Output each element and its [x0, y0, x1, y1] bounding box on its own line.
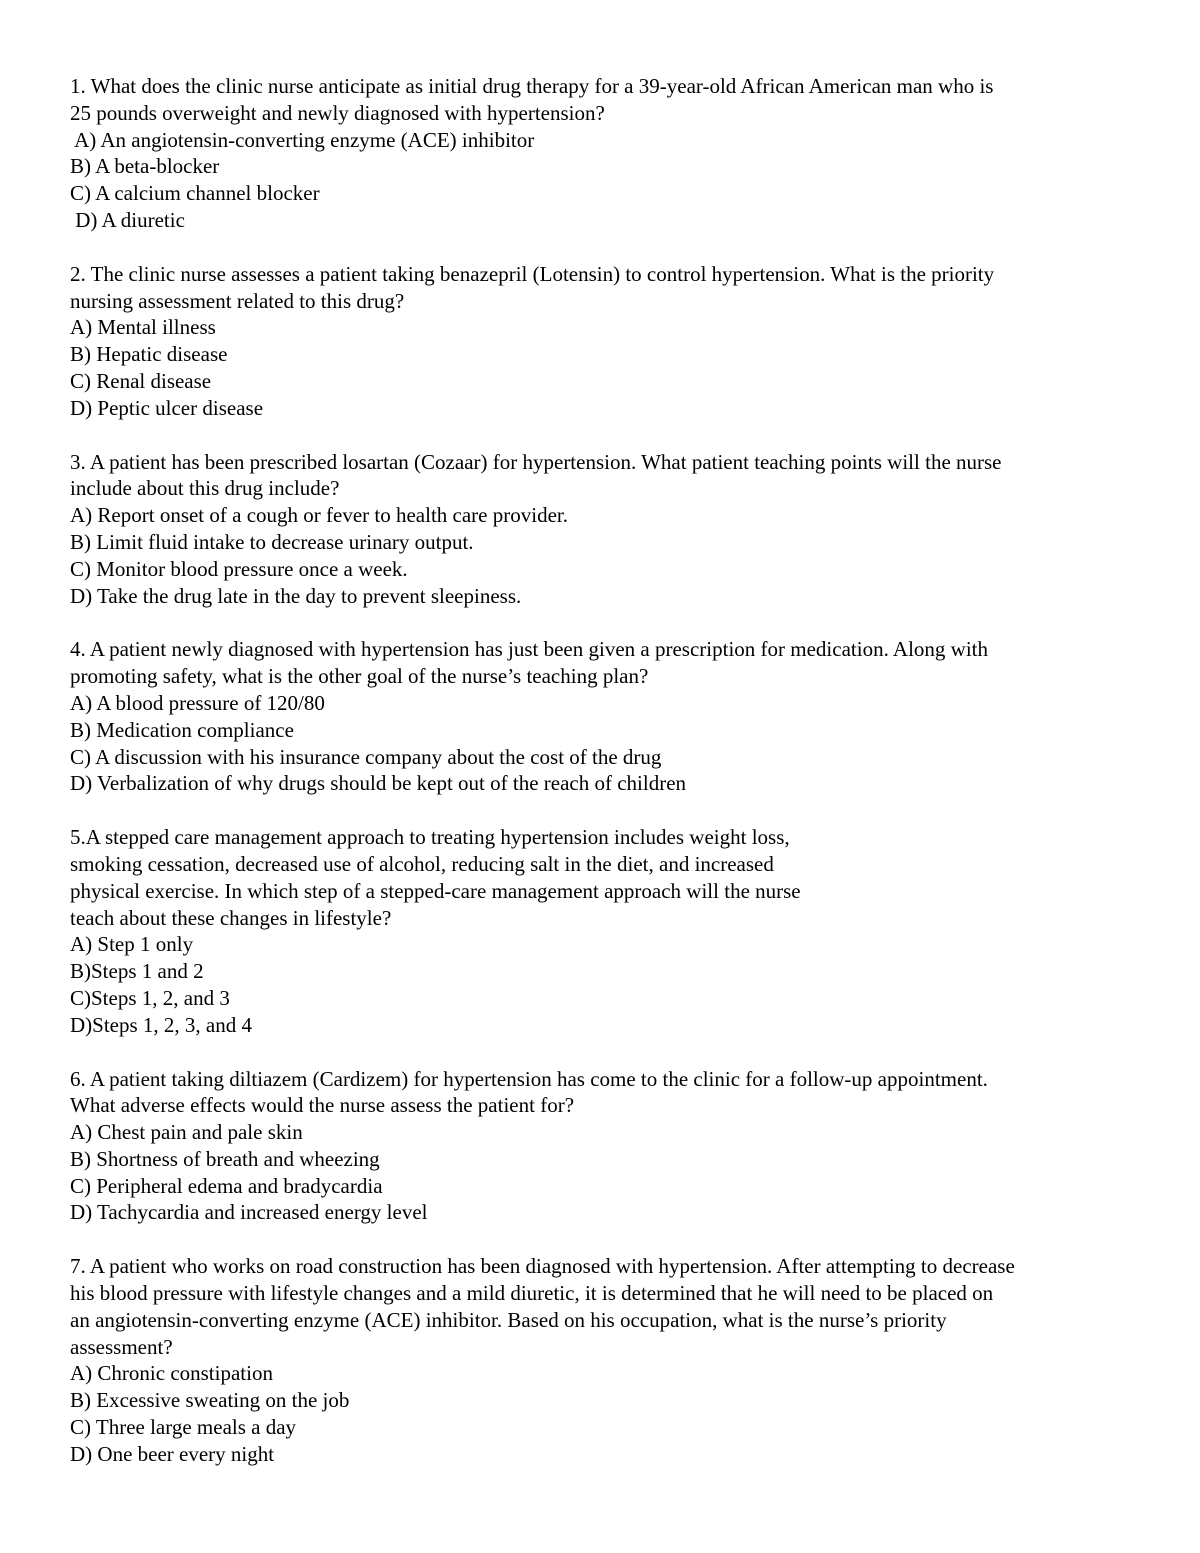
- answer-option-d: D) One beer every night: [70, 1441, 275, 1466]
- question-text-line: include about this drug include?: [70, 476, 340, 501]
- question-text-line: What adverse effects would the nurse assess the patient for?: [70, 1093, 575, 1118]
- question-6: [70, 1066, 1140, 1227]
- answer-option-b: B) Medication compliance: [70, 717, 294, 742]
- answer-option-b: B) A beta-blocker: [70, 154, 220, 179]
- question-3: [70, 449, 1140, 610]
- answer-option-c: C) Monitor blood pressure once a week.: [70, 556, 408, 581]
- answer-option-a: A) A blood pressure of 120/80: [70, 690, 325, 715]
- answer-option-d: D) Take the drug late in the day to prevent sleepiness.: [70, 583, 522, 608]
- answer-option-c: C) A calcium channel blocker: [70, 181, 320, 206]
- question-text-line: 5.A stepped care management approach to treating hypertension includes weight loss,: [70, 825, 790, 850]
- answer-option-d: D) A diuretic: [70, 207, 185, 232]
- question-5: [70, 824, 1140, 1038]
- question-text-line: assessment?: [70, 1334, 173, 1359]
- question-text-line: 6. A patient taking diltiazem (Cardizem) for hypertension has come to the clinic for a follow-up appointment.: [70, 1066, 988, 1091]
- question-4: [70, 636, 1140, 797]
- question-text-line: promoting safety, what is the other goal of the nurse’s teaching plan?: [70, 664, 649, 689]
- answer-option-a: A) Chest pain and pale skin: [70, 1120, 303, 1145]
- answer-option-b: B) Shortness of breath and wheezing: [70, 1146, 380, 1171]
- answer-option-a: A) Mental illness: [70, 315, 216, 340]
- question-document: [70, 73, 1140, 1495]
- question-text-line: 4. A patient newly diagnosed with hypertension has just been given a prescription for medication. Along with: [70, 637, 988, 662]
- question-text-line: 2. The clinic nurse assesses a patient taking benazepril (Lotensin) to control hypertension. What is the priority: [70, 261, 995, 286]
- answer-option-d: D) Tachycardia and increased energy level: [70, 1200, 428, 1225]
- answer-option-d: D) Verbalization of why drugs should be kept out of the reach of children: [70, 771, 687, 796]
- answer-option-a: A) Step 1 only: [70, 932, 194, 957]
- answer-option-c: C) Peripheral edema and bradycardia: [70, 1173, 383, 1198]
- question-7: [70, 1253, 1140, 1467]
- question-text-line: physical exercise. In which step of a stepped-care management approach will the nurse: [70, 878, 801, 903]
- question-text-line: 7. A patient who works on road construction has been diagnosed with hypertension. After attempting to decrease: [70, 1254, 1015, 1279]
- answer-option-c: C) Renal disease: [70, 368, 212, 393]
- answer-option-b: B) Hepatic disease: [70, 342, 228, 367]
- answer-option-b: B)Steps 1 and 2: [70, 959, 204, 984]
- answer-option-d: D)Steps 1, 2, 3, and 4: [70, 1012, 252, 1037]
- answer-option-a: A) An angiotensin-converting enzyme (ACE) inhibitor: [70, 127, 535, 152]
- answer-option-b: B) Excessive sweating on the job: [70, 1388, 350, 1413]
- answer-option-c: C) Three large meals a day: [70, 1415, 297, 1440]
- question-text-line: 3. A patient has been prescribed losartan (Cozaar) for hypertension. What patient teaching points will the nurse: [70, 449, 1002, 474]
- question-text-line: 25 pounds overweight and newly diagnosed with hypertension?: [70, 100, 605, 125]
- question-text-line: 1. What does the clinic nurse anticipate as initial drug therapy for a 39-year-old African American man who is: [70, 74, 994, 98]
- question-text-line: teach about these changes in lifestyle?: [70, 905, 392, 930]
- question-text-line: nursing assessment related to this drug?: [70, 288, 405, 313]
- answer-option-c: C)Steps 1, 2, and 3: [70, 985, 230, 1010]
- answer-option-d: D) Peptic ulcer disease: [70, 395, 264, 420]
- answer-option-a: A) Chronic constipation: [70, 1361, 273, 1386]
- question-text-line: an angiotensin-converting enzyme (ACE) inhibitor. Based on his occupation, what is the nurse’s priority: [70, 1307, 947, 1332]
- question-text-line: his blood pressure with lifestyle changes and a mild diuretic, it is determined that he will need to be placed on: [70, 1281, 994, 1306]
- answer-option-b: B) Limit fluid intake to decrease urinary output.: [70, 529, 474, 554]
- answer-option-c: C) A discussion with his insurance company about the cost of the drug: [70, 744, 662, 769]
- question-text-line: smoking cessation, decreased use of alcohol, reducing salt in the diet, and increased: [70, 851, 774, 876]
- question-2: [70, 261, 1140, 422]
- question-1: [70, 73, 1140, 234]
- answer-option-a: A) Report onset of a cough or fever to health care provider.: [70, 503, 568, 528]
